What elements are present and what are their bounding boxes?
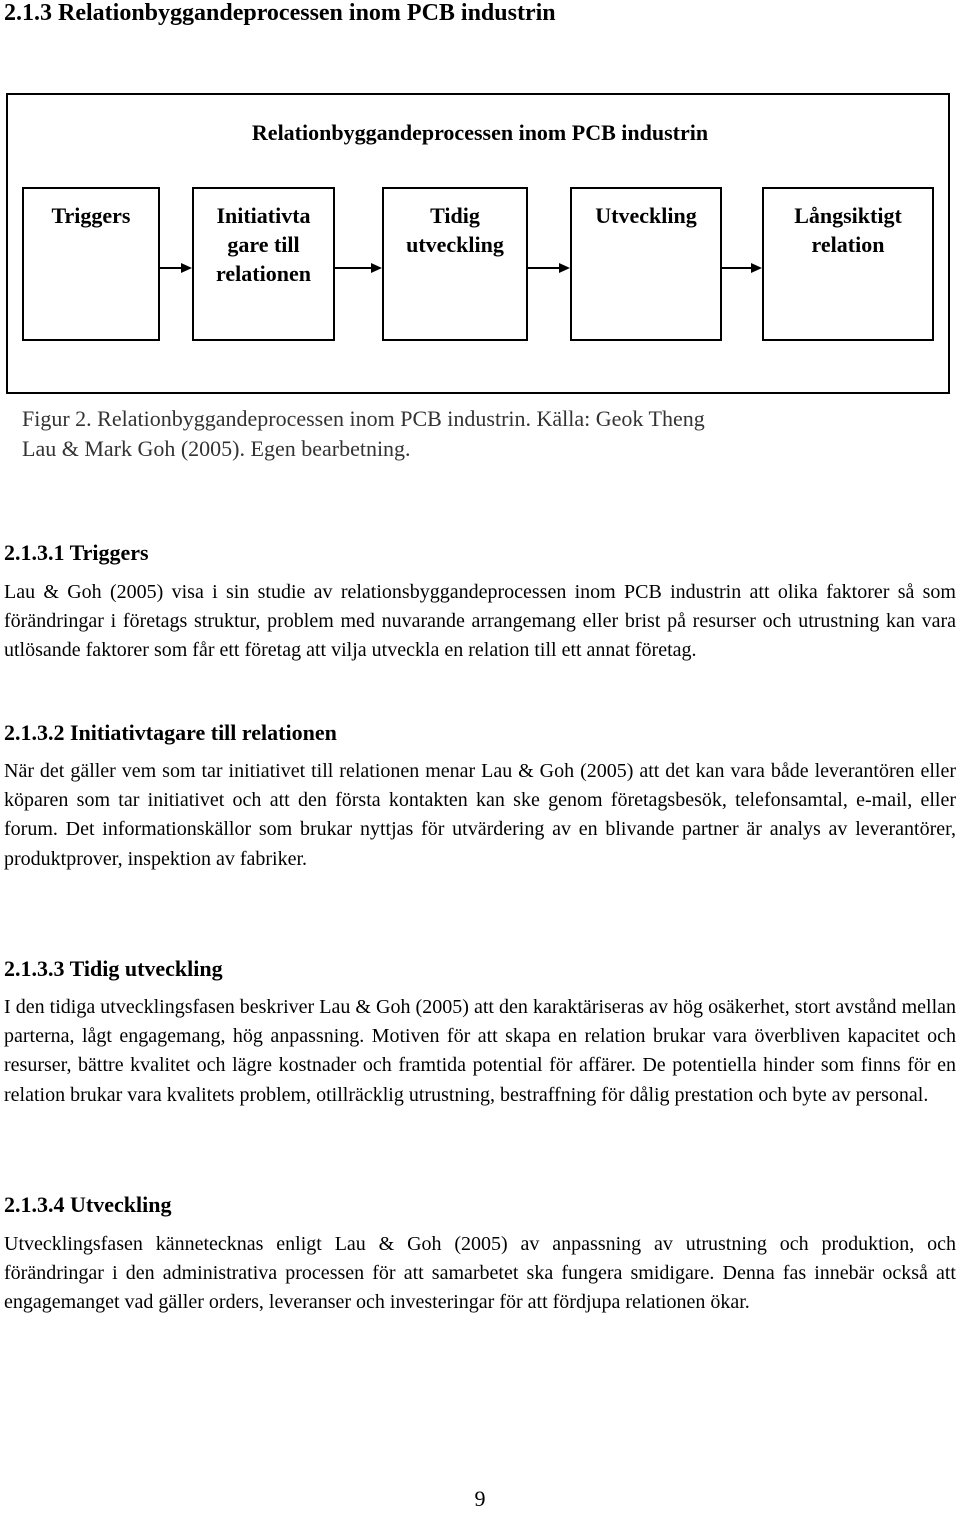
paragraph-triggers: Lau & Goh (2005) visa i sin studie av relationsbyggandeprocessen inom PCB industrin att olika faktorer så som förändringar i företags struktur, problem med nuvarande arrangemang eller brist på resurser och utrustning kan vara utlösande faktorer som får ett företag att vilja utveckla en relation till ett annat företag. (4, 581, 956, 662)
paragraph-tidig-utveckling: I den tidiga utvecklingsfasen beskriver Lau & Goh (2005) att den karaktäriseras av hög osäkerhet, stort avstånd mellan parterna, lågt engagemang, hög anpassning. Motiven för att skapa en relation brukar vara överbliven kapacitet och resurser, bättre kvalitet och lägre kostnader och framtida potential för affärer. De potentiella hinder som finns för en relation brukar vara kvalitets problem, otillräcklig utrustning, bestraffning för dålig prestation och byte av personal. (4, 996, 956, 1106)
step-label: gare till (227, 232, 300, 257)
step-utveckling (570, 187, 722, 341)
arrow-icon (722, 263, 762, 273)
figure-title: Relationbyggandeprocessen inom PCB industrin (251, 120, 709, 145)
step-label: utveckling (406, 232, 504, 257)
step-label: Utveckling (595, 203, 697, 228)
step-label: Tidig (430, 203, 480, 228)
arrow-icon (528, 263, 570, 273)
arrow-icon (160, 263, 192, 273)
step-label: Initiativta (216, 203, 311, 228)
arrow-icon (335, 263, 382, 273)
section-heading-utveckling: 2.1.3.4 Utveckling (4, 1192, 172, 1217)
step-langsiktigt-relation (762, 187, 934, 341)
page-number: 9 (474, 1486, 486, 1511)
step-triggers (22, 187, 160, 341)
section-heading-main: 2.1.3 Relationbyggandeprocessen inom PCB industrin (4, 0, 556, 26)
step-label: relationen (216, 261, 311, 286)
step-label: Långsiktigt (794, 203, 902, 228)
caption-line: Figur 2. Relationbyggandeprocessen inom PCB industrin. Källa: Geok Theng (22, 406, 705, 431)
step-label: Triggers (51, 203, 131, 228)
step-initiativtagare (192, 187, 335, 341)
caption-line: Lau & Mark Goh (2005). Egen bearbetning. (22, 436, 411, 461)
paragraph-initiativtagare: När det gäller vem som tar initiativet till relationen menar Lau & Goh (2005) att det kan vara både leverantören eller köparen som tar initiativet och att den första kontakten kan ske genom företagsbesök, telefonsamtal, e-mail, eller forum. Det informationskällor som brukar nyttjas för utvärdering av en blivande partner är analys av leverantörer, produktprover, inspektion av fabriker. (4, 760, 956, 870)
paragraph-utveckling: Utvecklingsfasen kännetecknas enligt Lau & Goh (2005) av anpassning av utrustning och produktion, och förändringar i den administrativa processen för att samarbetet ska fungera smidigare. Denna fas innebär också att engagemanget vad gäller orders, leveranser och investeringar för att fördjupa relationen ökar. (4, 1233, 956, 1314)
step-tidig-utveckling (382, 187, 528, 341)
section-heading-triggers: 2.1.3.1 Triggers (4, 540, 149, 565)
section-heading-initiativtagare: 2.1.3.2 Initiativtagare till relationen (4, 720, 337, 745)
figure-caption (22, 404, 705, 464)
step-label: relation (811, 232, 885, 257)
section-heading-tidig-utveckling: 2.1.3.3 Tidig utveckling (4, 956, 223, 981)
